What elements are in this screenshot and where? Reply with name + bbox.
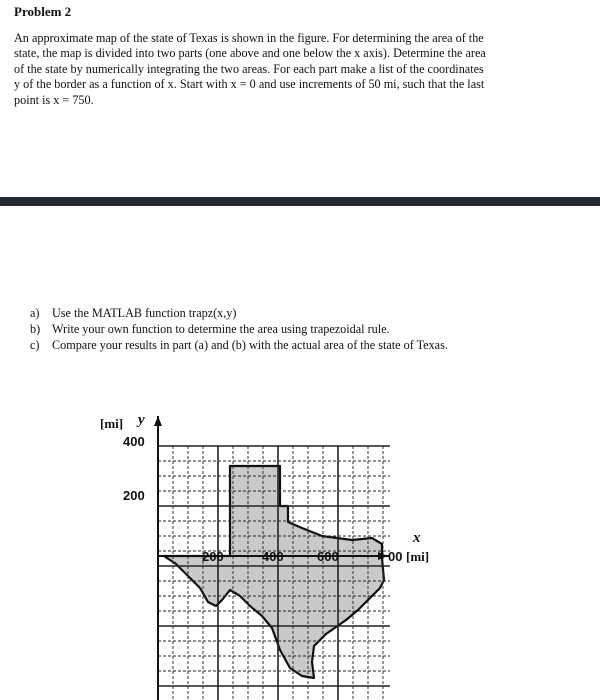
y-axis-unit: [mi] xyxy=(100,416,124,431)
statement-line: An approximate map of the state of Texas is shown in the figure. For determining the area of the xyxy=(14,31,484,45)
y-tick-label: 200 xyxy=(123,488,145,503)
x-axis-letter: x xyxy=(413,530,421,546)
x-tick-label: 600 xyxy=(317,549,339,564)
x-tick-label: 200 xyxy=(202,549,224,564)
y-axis-letter: y xyxy=(138,412,145,428)
y-tick-label: 400 xyxy=(123,434,145,449)
question-item-a xyxy=(30,305,448,321)
problem-statement xyxy=(14,31,574,108)
x-axis-unit: [mi] xyxy=(406,549,430,564)
question-text: Compare your results in part (a) and (b) with the actual area of the state of Texas. xyxy=(52,338,448,352)
question-list xyxy=(30,305,448,353)
x-tick-label: 00 xyxy=(388,549,403,564)
question-letter: b) xyxy=(30,322,41,336)
statement-line: y of the border as a function of x. Start with x = 0 and use increments of 50 mi, such that the last xyxy=(14,77,485,92)
texas-shape xyxy=(164,466,384,678)
problem-title: Problem 2 xyxy=(14,4,72,19)
question-letter: a) xyxy=(30,306,40,320)
statement-line: point is x = 750. xyxy=(14,92,94,107)
y-axis-arrow xyxy=(154,416,162,426)
question-item-b xyxy=(30,321,448,337)
x-tick-label: 400 xyxy=(262,549,284,564)
section-divider xyxy=(0,197,600,206)
question-letter: c) xyxy=(30,338,40,352)
texas-map-figure xyxy=(90,410,450,700)
question-text: Use the MATLAB function trapz(x,y) xyxy=(52,306,237,320)
question-text: Write your own function to determine the area using trapezoidal rule. xyxy=(52,322,390,336)
question-item-c xyxy=(30,337,448,353)
statement-line: state, the map is divided into two parts (one above and one below the x axis). Determine the area xyxy=(14,46,486,61)
statement-line: of the state by numerically integrating the two areas. For each part make a list of the coordinates xyxy=(14,61,484,76)
